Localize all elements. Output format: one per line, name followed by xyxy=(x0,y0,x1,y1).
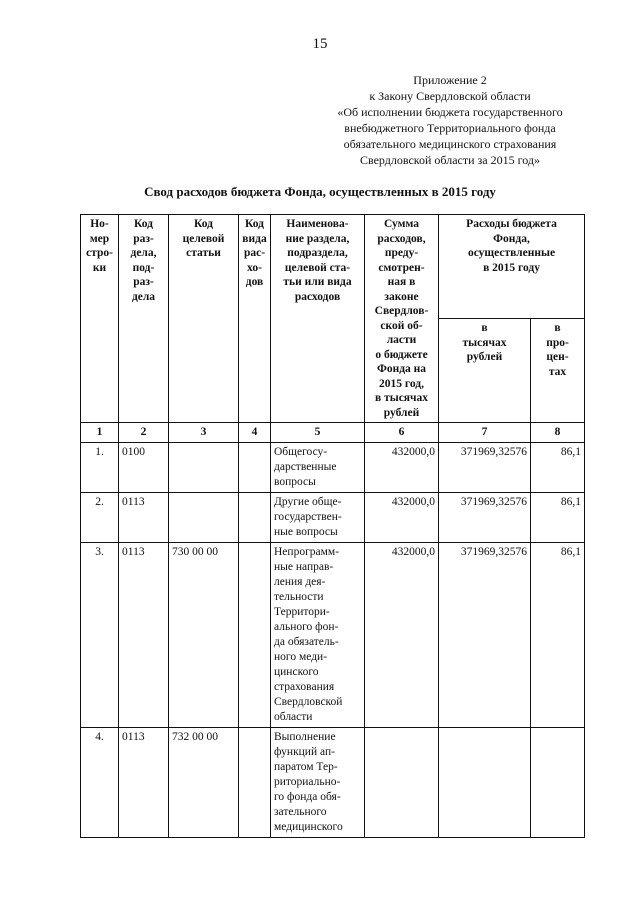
text-line: дела, xyxy=(130,247,157,259)
text-line: ской об- xyxy=(380,319,423,332)
expense-name xyxy=(271,542,365,727)
column-number: 1 xyxy=(81,423,119,443)
text-line: Фонда на xyxy=(376,363,427,375)
text-line: цен- xyxy=(546,351,569,363)
target-code xyxy=(169,492,239,542)
actual-percent xyxy=(531,727,585,837)
text-line: ная в xyxy=(387,276,416,288)
expense-name xyxy=(271,492,365,542)
text-line: ки xyxy=(92,261,107,274)
appendix-line: Свердловской области за 2015 год» xyxy=(360,153,540,167)
appendix-caption xyxy=(300,72,600,168)
page-number: 15 xyxy=(312,36,328,52)
text-line: осуществленные xyxy=(467,247,556,259)
text-line: Сумма xyxy=(384,218,419,230)
text-line: в xyxy=(481,322,488,334)
header-actual-thousands xyxy=(439,319,531,423)
text-line: функций ап- xyxy=(274,745,335,758)
document-title: Свод расходов бюджета Фонда, осуществленных в 2015 году xyxy=(144,184,496,199)
text-line: дела xyxy=(131,290,156,303)
text-line: расходов, xyxy=(377,232,426,245)
header-expense-type xyxy=(239,215,271,423)
column-number: 8 xyxy=(531,423,585,443)
header-name xyxy=(271,215,365,423)
text-line: го фонда обя- xyxy=(274,790,341,803)
text-line: Фонда, xyxy=(493,232,530,245)
table-row xyxy=(81,542,585,727)
text-line: зательного xyxy=(274,805,327,818)
appendix-line: к Закону Свердловской области xyxy=(369,89,531,103)
expense-name xyxy=(271,727,365,837)
text-line: в 2015 году xyxy=(483,261,540,274)
text-line: 2015 год, xyxy=(379,377,424,390)
text-line: целевой xyxy=(182,232,225,245)
section-code: 0113 xyxy=(119,492,169,542)
text-line: статьи xyxy=(186,247,221,259)
row-number: 4. xyxy=(81,727,119,837)
planned-amount: 432000,0 xyxy=(365,442,439,492)
column-numbers-row xyxy=(81,423,585,443)
text-line: ные направ- xyxy=(274,560,334,573)
text-line: Непрограмм- xyxy=(274,545,340,558)
text-line: под- xyxy=(132,261,155,274)
text-line: тельности xyxy=(274,590,324,603)
expense-name xyxy=(271,442,365,492)
actual-amount xyxy=(439,727,531,837)
text-line: смотрен- xyxy=(378,261,425,274)
expenses-table xyxy=(80,214,585,838)
text-line: ные вопросы xyxy=(274,525,338,538)
text-line: мер xyxy=(89,232,110,245)
column-number: 5 xyxy=(271,423,365,443)
column-number: 2 xyxy=(119,423,169,443)
header-target-code xyxy=(169,215,239,423)
target-code: 730 00 00 xyxy=(169,542,239,727)
text-line: расходов xyxy=(294,290,341,303)
text-line: Общегосу- xyxy=(274,445,328,458)
text-line: ального фон- xyxy=(274,620,339,633)
text-line: вопросы xyxy=(274,475,316,488)
row-number: 2. xyxy=(81,492,119,542)
table-row xyxy=(81,442,585,492)
appendix-line: обязательного медицинского страхования xyxy=(343,137,557,151)
expense-type-code xyxy=(239,492,271,542)
header-planned-amount xyxy=(365,215,439,423)
text-line: рас- xyxy=(243,247,266,259)
text-line: дарственные xyxy=(274,460,337,473)
table-row xyxy=(81,727,585,837)
text-line: медицинского xyxy=(274,820,343,833)
planned-amount xyxy=(365,727,439,837)
text-line: Код xyxy=(133,218,153,230)
text-line: страхования xyxy=(274,680,335,693)
text-line: в тысячах xyxy=(374,392,429,404)
column-number: 6 xyxy=(365,423,439,443)
text-line: Код xyxy=(244,218,264,230)
text-line: паратом Тер- xyxy=(274,760,338,773)
text-line: рублей xyxy=(383,406,420,419)
column-number: 7 xyxy=(439,423,531,443)
actual-amount: 371969,32576 xyxy=(439,492,531,542)
text-line: Расходы бюджета xyxy=(466,218,557,230)
text-line: риториально- xyxy=(274,775,341,788)
section-code: 0100 xyxy=(119,442,169,492)
header-section-code xyxy=(119,215,169,423)
actual-amount: 371969,32576 xyxy=(439,542,531,727)
text-line: Код xyxy=(193,218,213,230)
text-line: Наименова- xyxy=(286,218,349,230)
text-line: рублей xyxy=(466,351,503,363)
text-line: преду- xyxy=(384,247,419,259)
actual-amount: 371969,32576 xyxy=(439,442,531,492)
expense-type-code xyxy=(239,542,271,727)
column-number: 4 xyxy=(239,423,271,443)
target-code xyxy=(169,442,239,492)
text-line: о бюджете xyxy=(375,348,428,361)
text-line: области xyxy=(274,710,313,723)
table-row xyxy=(81,492,585,542)
text-line: Другие обще- xyxy=(274,495,342,508)
planned-amount: 432000,0 xyxy=(365,542,439,727)
actual-percent: 86,1 xyxy=(531,442,585,492)
text-line: тысячах xyxy=(462,336,507,349)
text-line: в xyxy=(554,322,561,334)
row-number: 1. xyxy=(81,442,119,492)
expense-type-code xyxy=(239,442,271,492)
text-line: хо- xyxy=(247,261,262,274)
text-line: цинского xyxy=(274,665,319,678)
text-line: Выполнение xyxy=(274,730,336,743)
text-line: про- xyxy=(546,336,569,349)
text-line: Территори- xyxy=(274,605,330,618)
section-code: 0113 xyxy=(119,727,169,837)
section-code: 0113 xyxy=(119,542,169,727)
text-line: ласти xyxy=(386,334,417,346)
text-line: раз- xyxy=(133,232,154,245)
target-code: 732 00 00 xyxy=(169,727,239,837)
expense-type-code xyxy=(239,727,271,837)
text-line: стро- xyxy=(86,247,113,259)
actual-percent: 86,1 xyxy=(531,542,585,727)
text-line: государствен- xyxy=(274,510,342,523)
text-line: ного меди- xyxy=(274,650,328,663)
text-line: тах xyxy=(548,365,567,378)
text-line: подраздела, xyxy=(287,247,348,259)
text-line: Свердлов- xyxy=(374,305,429,317)
text-line: да обязатель- xyxy=(274,635,339,648)
text-line: целевой ста- xyxy=(284,261,351,274)
header-actual-expenses xyxy=(439,215,585,319)
text-line: Свердловской xyxy=(274,695,343,708)
appendix-line: «Об исполнении бюджета государственного xyxy=(337,105,563,119)
actual-percent: 86,1 xyxy=(531,492,585,542)
text-line: дов xyxy=(245,276,264,288)
planned-amount: 432000,0 xyxy=(365,492,439,542)
text-line: тьи или вида xyxy=(283,276,352,288)
text-line: вида xyxy=(242,232,267,245)
appendix-line: Приложение 2 xyxy=(413,73,487,87)
column-number: 3 xyxy=(169,423,239,443)
text-line: законе xyxy=(384,290,419,303)
text-line: раз- xyxy=(133,276,154,288)
text-line: Но- xyxy=(90,218,109,230)
appendix-line: внебюджетного Территориального фонда xyxy=(344,121,556,135)
text-line: ние раздела, xyxy=(285,232,350,245)
header-actual-percent xyxy=(531,319,585,423)
text-line: ления дея- xyxy=(274,575,326,588)
header-row-number xyxy=(81,215,119,423)
row-number: 3. xyxy=(81,542,119,727)
